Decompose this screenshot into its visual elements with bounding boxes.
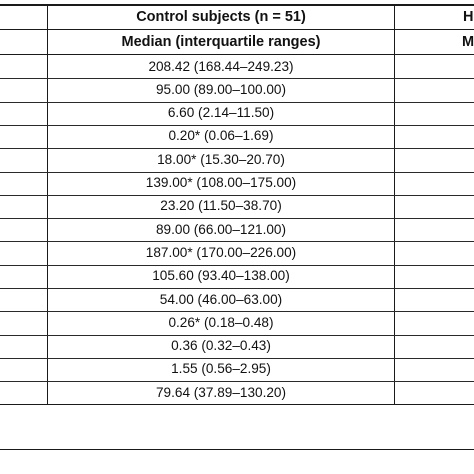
table-row: 79.64 (37.89–130.20) [155, 384, 286, 400]
next-group-header-fragment: H [463, 9, 474, 25]
column-divider-right [394, 4, 395, 404]
group-header: Control subjects (n = 51) [136, 9, 306, 25]
table-row: 208.42 (168.44–249.23) [148, 58, 294, 74]
footer-rule [0, 449, 474, 450]
table-row: 18.00* (15.30–20.70) [157, 151, 285, 167]
table-row: 0.20* (0.06–1.69) [168, 128, 274, 144]
table-row: 89.00 (66.00–121.00) [155, 221, 286, 237]
next-stat-header-fragment: M [462, 34, 474, 50]
stat-header: Median (interquartile ranges) [121, 34, 321, 50]
table-row: 139.00* (108.00–175.00) [145, 175, 297, 190]
table-row: 6.60 (2.14–11.50) [167, 105, 275, 121]
table-row: 54.00 (46.00–63.00) [159, 291, 283, 307]
table-row: 187.00* (170.00–226.00) [145, 244, 297, 260]
table-row: 0.26* (0.18–0.48) [168, 314, 274, 330]
table-row: 0.36 (0.32–0.43) [171, 338, 271, 354]
header-bottom-rule [0, 54, 474, 55]
header-separator [0, 29, 474, 30]
row-separator [0, 241, 474, 242]
table-row: 105.60 (93.40–138.00) [152, 268, 290, 284]
table-row: 23.20 (11.50–38.70) [160, 198, 282, 214]
table-row: 95.00 (89.00–100.00) [155, 81, 286, 97]
table-row: 1.55 (0.56–2.95) [171, 361, 271, 377]
table-bottom-rule [0, 404, 474, 405]
table-top-rule [0, 4, 474, 6]
